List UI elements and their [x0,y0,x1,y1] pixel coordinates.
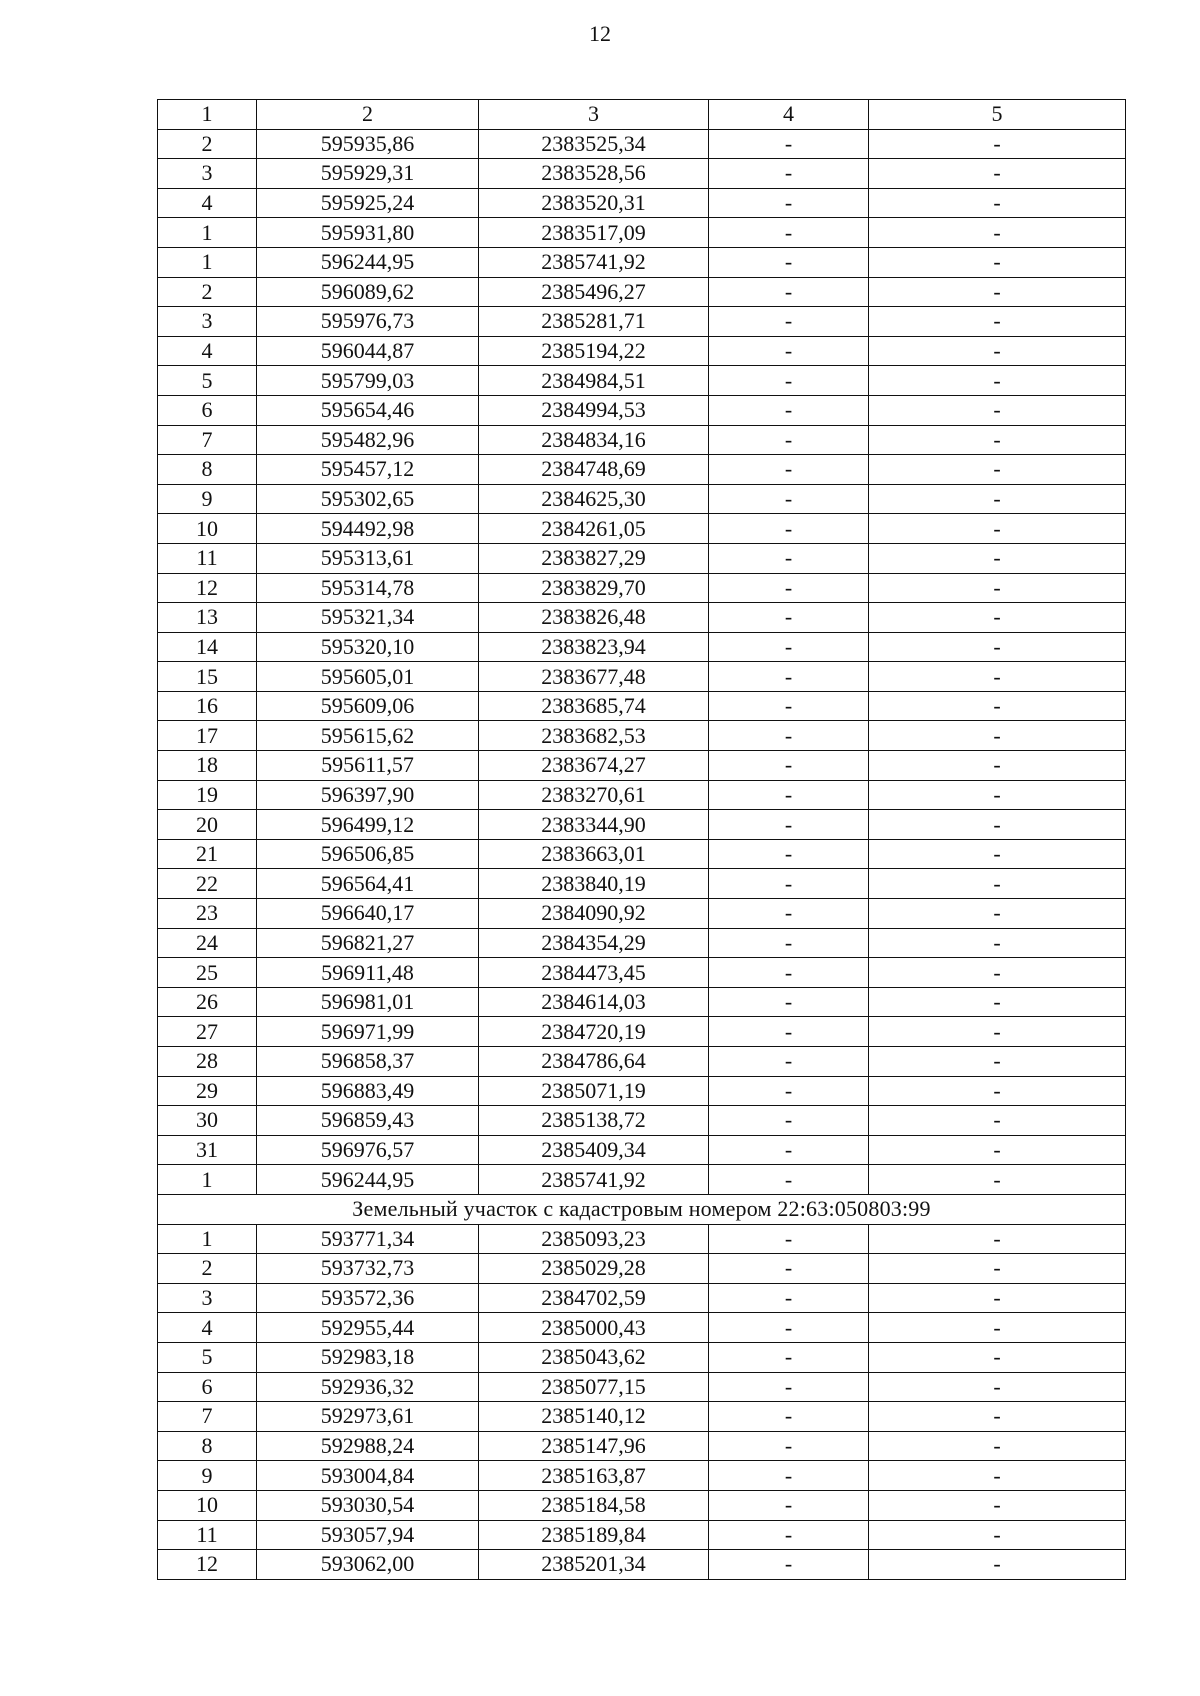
x-coordinate-cell: 592983,18 [257,1342,479,1372]
column-4-cell: - [709,780,869,810]
table-row [158,1490,1126,1520]
column-4-cell: - [709,1047,869,1077]
column-5-cell: - [869,1342,1126,1372]
x-coordinate-cell: 593572,36 [257,1283,479,1313]
section-title: Земельный участок с кадастровым номером 22:63:050803:99 [158,1194,1126,1224]
table-row [158,662,1126,692]
point-number-cell: 4 [158,188,257,218]
table-row [158,1520,1126,1550]
column-4-cell: - [709,425,869,455]
coordinates-table-body [158,100,1126,1580]
point-number-cell: 21 [158,839,257,869]
point-number-cell: 12 [158,573,257,603]
y-coordinate-cell: 2384614,03 [479,987,709,1017]
column-4-cell: - [709,987,869,1017]
table-row [158,307,1126,337]
x-coordinate-cell: 595609,06 [257,691,479,721]
point-number-cell: 24 [158,928,257,958]
column-5-cell: - [869,1283,1126,1313]
table-row [158,455,1126,485]
column-5-cell: - [869,1490,1126,1520]
x-coordinate-cell: 596397,90 [257,780,479,810]
column-4-cell: - [709,899,869,929]
column-4-cell: - [709,218,869,248]
y-coordinate-cell: 2384473,45 [479,958,709,988]
table-row [158,159,1126,189]
y-coordinate-cell: 2385184,58 [479,1490,709,1520]
y-coordinate-cell: 2383517,09 [479,218,709,248]
column-4-cell: - [709,1017,869,1047]
point-number-cell: 5 [158,1342,257,1372]
column-4-cell: - [709,928,869,958]
y-coordinate-cell: 2385029,28 [479,1254,709,1284]
y-coordinate-cell: 2383344,90 [479,810,709,840]
x-coordinate-cell: 595482,96 [257,425,479,455]
column-5-cell: - [869,514,1126,544]
y-coordinate-cell: 2384702,59 [479,1283,709,1313]
column-4-cell: - [709,1402,869,1432]
point-number-cell: 14 [158,632,257,662]
x-coordinate-cell: 595302,65 [257,484,479,514]
point-number-cell: 17 [158,721,257,751]
table-row [158,899,1126,929]
table-row [158,1283,1126,1313]
column-5-cell: - [869,366,1126,396]
table-row [158,218,1126,248]
page-number: 12 [589,21,611,46]
x-coordinate-cell: 596821,27 [257,928,479,958]
column-4-cell: - [709,129,869,159]
y-coordinate-cell: 2385140,12 [479,1402,709,1432]
point-number-cell: 19 [158,780,257,810]
table-row [158,958,1126,988]
column-4-cell: - [709,395,869,425]
table-row [158,691,1126,721]
table-row [158,1076,1126,1106]
column-4-cell: - [709,1165,869,1195]
table-row [158,1165,1126,1195]
coordinates-table [157,99,1126,1580]
x-coordinate-cell: 592973,61 [257,1402,479,1432]
point-number-cell: 20 [158,810,257,840]
column-header-5: 5 [869,100,1126,130]
column-5-cell: - [869,218,1126,248]
y-coordinate-cell: 2384720,19 [479,1017,709,1047]
y-coordinate-cell: 2383270,61 [479,780,709,810]
column-4-cell: - [709,1342,869,1372]
x-coordinate-cell: 596640,17 [257,899,479,929]
column-5-cell: - [869,1165,1126,1195]
table-row [158,1224,1126,1254]
column-4-cell: - [709,514,869,544]
column-5-cell: - [869,129,1126,159]
column-4-cell: - [709,1431,869,1461]
table-row [158,869,1126,899]
y-coordinate-cell: 2384354,29 [479,928,709,958]
point-number-cell: 29 [158,1076,257,1106]
point-number-cell: 5 [158,366,257,396]
y-coordinate-cell: 2384261,05 [479,514,709,544]
column-4-cell: - [709,1076,869,1106]
x-coordinate-cell: 595313,61 [257,543,479,573]
column-header-1: 1 [158,100,257,130]
y-coordinate-cell: 2383525,34 [479,129,709,159]
y-coordinate-cell: 2385189,84 [479,1520,709,1550]
x-coordinate-cell: 594492,98 [257,514,479,544]
table-row [158,514,1126,544]
y-coordinate-cell: 2385281,71 [479,307,709,337]
table-row [158,987,1126,1017]
y-coordinate-cell: 2383840,19 [479,869,709,899]
column-4-cell: - [709,632,869,662]
column-4-cell: - [709,247,869,277]
table-row [158,336,1126,366]
point-number-cell: 3 [158,159,257,189]
x-coordinate-cell: 596564,41 [257,869,479,899]
column-5-cell: - [869,780,1126,810]
point-number-cell: 7 [158,1402,257,1432]
point-number-cell: 26 [158,987,257,1017]
point-number-cell: 2 [158,129,257,159]
column-5-cell: - [869,662,1126,692]
y-coordinate-cell: 2383663,01 [479,839,709,869]
y-coordinate-cell: 2383677,48 [479,662,709,692]
table-row [158,1135,1126,1165]
column-4-cell: - [709,1372,869,1402]
y-coordinate-cell: 2384994,53 [479,395,709,425]
point-number-cell: 1 [158,247,257,277]
column-4-cell: - [709,1106,869,1136]
point-number-cell: 10 [158,1490,257,1520]
column-4-cell: - [709,869,869,899]
table-row [158,1402,1126,1432]
table-row [158,632,1126,662]
table-row [158,1047,1126,1077]
table-row [158,1017,1126,1047]
point-number-cell: 9 [158,1461,257,1491]
column-5-cell: - [869,810,1126,840]
column-4-cell: - [709,1224,869,1254]
column-5-cell: - [869,336,1126,366]
y-coordinate-cell: 2385741,92 [479,247,709,277]
y-coordinate-cell: 2383520,31 [479,188,709,218]
x-coordinate-cell: 596089,62 [257,277,479,307]
column-4-cell: - [709,484,869,514]
column-5-cell: - [869,987,1126,1017]
point-number-cell: 9 [158,484,257,514]
y-coordinate-cell: 2385093,23 [479,1224,709,1254]
point-number-cell: 12 [158,1550,257,1580]
column-4-cell: - [709,1135,869,1165]
column-4-cell: - [709,958,869,988]
column-5-cell: - [869,1402,1126,1432]
column-4-cell: - [709,1550,869,1580]
y-coordinate-cell: 2385496,27 [479,277,709,307]
column-4-cell: - [709,691,869,721]
y-coordinate-cell: 2384090,92 [479,899,709,929]
column-4-cell: - [709,603,869,633]
x-coordinate-cell: 593030,54 [257,1490,479,1520]
y-coordinate-cell: 2384984,51 [479,366,709,396]
table-row [158,1372,1126,1402]
point-number-cell: 6 [158,1372,257,1402]
x-coordinate-cell: 596506,85 [257,839,479,869]
y-coordinate-cell: 2383685,74 [479,691,709,721]
point-number-cell: 6 [158,395,257,425]
column-header-4: 4 [709,100,869,130]
column-header-2: 2 [257,100,479,130]
column-5-cell: - [869,1520,1126,1550]
y-coordinate-cell: 2384748,69 [479,455,709,485]
point-number-cell: 1 [158,218,257,248]
x-coordinate-cell: 596911,48 [257,958,479,988]
column-5-cell: - [869,247,1126,277]
x-coordinate-cell: 595321,34 [257,603,479,633]
column-4-cell: - [709,1520,869,1550]
point-number-cell: 8 [158,455,257,485]
column-5-cell: - [869,603,1126,633]
point-number-cell: 11 [158,543,257,573]
y-coordinate-cell: 2383829,70 [479,573,709,603]
x-coordinate-cell: 593004,84 [257,1461,479,1491]
x-coordinate-cell: 596499,12 [257,810,479,840]
table-row [158,780,1126,810]
column-4-cell: - [709,721,869,751]
x-coordinate-cell: 596044,87 [257,336,479,366]
x-coordinate-cell: 596859,43 [257,1106,479,1136]
point-number-cell: 18 [158,751,257,781]
y-coordinate-cell: 2383823,94 [479,632,709,662]
y-coordinate-cell: 2385043,62 [479,1342,709,1372]
column-5-cell: - [869,484,1126,514]
y-coordinate-cell: 2383682,53 [479,721,709,751]
point-number-cell: 7 [158,425,257,455]
table-row [158,1461,1126,1491]
column-5-cell: - [869,1431,1126,1461]
column-5-cell: - [869,839,1126,869]
y-coordinate-cell: 2385741,92 [479,1165,709,1195]
column-4-cell: - [709,810,869,840]
column-5-cell: - [869,159,1126,189]
section-header-row [158,1194,1126,1224]
x-coordinate-cell: 596244,95 [257,1165,479,1195]
column-4-cell: - [709,366,869,396]
table-row [158,484,1126,514]
table-row [158,395,1126,425]
point-number-cell: 31 [158,1135,257,1165]
column-5-cell: - [869,928,1126,958]
column-4-cell: - [709,839,869,869]
point-number-cell: 15 [158,662,257,692]
x-coordinate-cell: 593057,94 [257,1520,479,1550]
point-number-cell: 2 [158,277,257,307]
table-row [158,425,1126,455]
table-row [158,1550,1126,1580]
column-4-cell: - [709,1254,869,1284]
x-coordinate-cell: 592955,44 [257,1313,479,1343]
column-5-cell: - [869,1372,1126,1402]
table-row [158,1106,1126,1136]
table-header-row [158,100,1126,130]
x-coordinate-cell: 593732,73 [257,1254,479,1284]
column-5-cell: - [869,425,1126,455]
x-coordinate-cell: 595799,03 [257,366,479,396]
column-5-cell: - [869,277,1126,307]
y-coordinate-cell: 2383826,48 [479,603,709,633]
y-coordinate-cell: 2383827,29 [479,543,709,573]
x-coordinate-cell: 595615,62 [257,721,479,751]
x-coordinate-cell: 595457,12 [257,455,479,485]
table-row [158,1254,1126,1284]
column-4-cell: - [709,573,869,603]
y-coordinate-cell: 2385138,72 [479,1106,709,1136]
column-4-cell: - [709,159,869,189]
table-row [158,1342,1126,1372]
point-number-cell: 11 [158,1520,257,1550]
column-5-cell: - [869,632,1126,662]
x-coordinate-cell: 595654,46 [257,395,479,425]
y-coordinate-cell: 2385163,87 [479,1461,709,1491]
column-5-cell: - [869,1047,1126,1077]
point-number-cell: 28 [158,1047,257,1077]
point-number-cell: 27 [158,1017,257,1047]
y-coordinate-cell: 2385077,15 [479,1372,709,1402]
point-number-cell: 3 [158,307,257,337]
column-5-cell: - [869,721,1126,751]
column-4-cell: - [709,662,869,692]
x-coordinate-cell: 592988,24 [257,1431,479,1461]
column-4-cell: - [709,1490,869,1520]
table-row [158,277,1126,307]
column-4-cell: - [709,543,869,573]
table-row [158,543,1126,573]
x-coordinate-cell: 595314,78 [257,573,479,603]
x-coordinate-cell: 593062,00 [257,1550,479,1580]
column-5-cell: - [869,1106,1126,1136]
column-5-cell: - [869,1313,1126,1343]
table-row [158,366,1126,396]
column-5-cell: - [869,958,1126,988]
column-4-cell: - [709,751,869,781]
column-5-cell: - [869,543,1126,573]
table-row [158,603,1126,633]
table-row [158,751,1126,781]
table-row [158,129,1126,159]
table-row [158,721,1126,751]
column-4-cell: - [709,336,869,366]
y-coordinate-cell: 2385147,96 [479,1431,709,1461]
column-5-cell: - [869,188,1126,218]
point-number-cell: 16 [158,691,257,721]
point-number-cell: 23 [158,899,257,929]
y-coordinate-cell: 2384834,16 [479,425,709,455]
x-coordinate-cell: 595320,10 [257,632,479,662]
column-header-3: 3 [479,100,709,130]
point-number-cell: 13 [158,603,257,633]
column-5-cell: - [869,1076,1126,1106]
column-4-cell: - [709,1461,869,1491]
column-5-cell: - [869,573,1126,603]
x-coordinate-cell: 595931,80 [257,218,479,248]
x-coordinate-cell: 595976,73 [257,307,479,337]
column-5-cell: - [869,1135,1126,1165]
column-4-cell: - [709,1283,869,1313]
column-5-cell: - [869,1550,1126,1580]
table-row [158,810,1126,840]
table-row [158,573,1126,603]
column-5-cell: - [869,395,1126,425]
point-number-cell: 2 [158,1254,257,1284]
point-number-cell: 30 [158,1106,257,1136]
point-number-cell: 4 [158,1313,257,1343]
y-coordinate-cell: 2385409,34 [479,1135,709,1165]
x-coordinate-cell: 592936,32 [257,1372,479,1402]
column-5-cell: - [869,869,1126,899]
y-coordinate-cell: 2383528,56 [479,159,709,189]
column-4-cell: - [709,307,869,337]
table-row [158,247,1126,277]
x-coordinate-cell: 596858,37 [257,1047,479,1077]
x-coordinate-cell: 596981,01 [257,987,479,1017]
table-row [158,839,1126,869]
table-row [158,1313,1126,1343]
y-coordinate-cell: 2385000,43 [479,1313,709,1343]
x-coordinate-cell: 595935,86 [257,129,479,159]
x-coordinate-cell: 596971,99 [257,1017,479,1047]
column-5-cell: - [869,691,1126,721]
column-4-cell: - [709,455,869,485]
x-coordinate-cell: 595611,57 [257,751,479,781]
column-5-cell: - [869,1254,1126,1284]
x-coordinate-cell: 595925,24 [257,188,479,218]
point-number-cell: 3 [158,1283,257,1313]
y-coordinate-cell: 2385071,19 [479,1076,709,1106]
x-coordinate-cell: 593771,34 [257,1224,479,1254]
column-5-cell: - [869,307,1126,337]
column-5-cell: - [869,1461,1126,1491]
x-coordinate-cell: 595605,01 [257,662,479,692]
column-5-cell: - [869,899,1126,929]
column-4-cell: - [709,277,869,307]
table-row [158,1431,1126,1461]
column-5-cell: - [869,1224,1126,1254]
point-number-cell: 4 [158,336,257,366]
x-coordinate-cell: 596883,49 [257,1076,479,1106]
point-number-cell: 1 [158,1165,257,1195]
column-4-cell: - [709,188,869,218]
y-coordinate-cell: 2384625,30 [479,484,709,514]
column-5-cell: - [869,751,1126,781]
point-number-cell: 10 [158,514,257,544]
y-coordinate-cell: 2385201,34 [479,1550,709,1580]
y-coordinate-cell: 2385194,22 [479,336,709,366]
x-coordinate-cell: 595929,31 [257,159,479,189]
column-5-cell: - [869,455,1126,485]
x-coordinate-cell: 596976,57 [257,1135,479,1165]
x-coordinate-cell: 596244,95 [257,247,479,277]
column-5-cell: - [869,1017,1126,1047]
table-row [158,188,1126,218]
table-row [158,928,1126,958]
point-number-cell: 8 [158,1431,257,1461]
point-number-cell: 25 [158,958,257,988]
column-4-cell: - [709,1313,869,1343]
y-coordinate-cell: 2383674,27 [479,751,709,781]
point-number-cell: 1 [158,1224,257,1254]
point-number-cell: 22 [158,869,257,899]
y-coordinate-cell: 2384786,64 [479,1047,709,1077]
